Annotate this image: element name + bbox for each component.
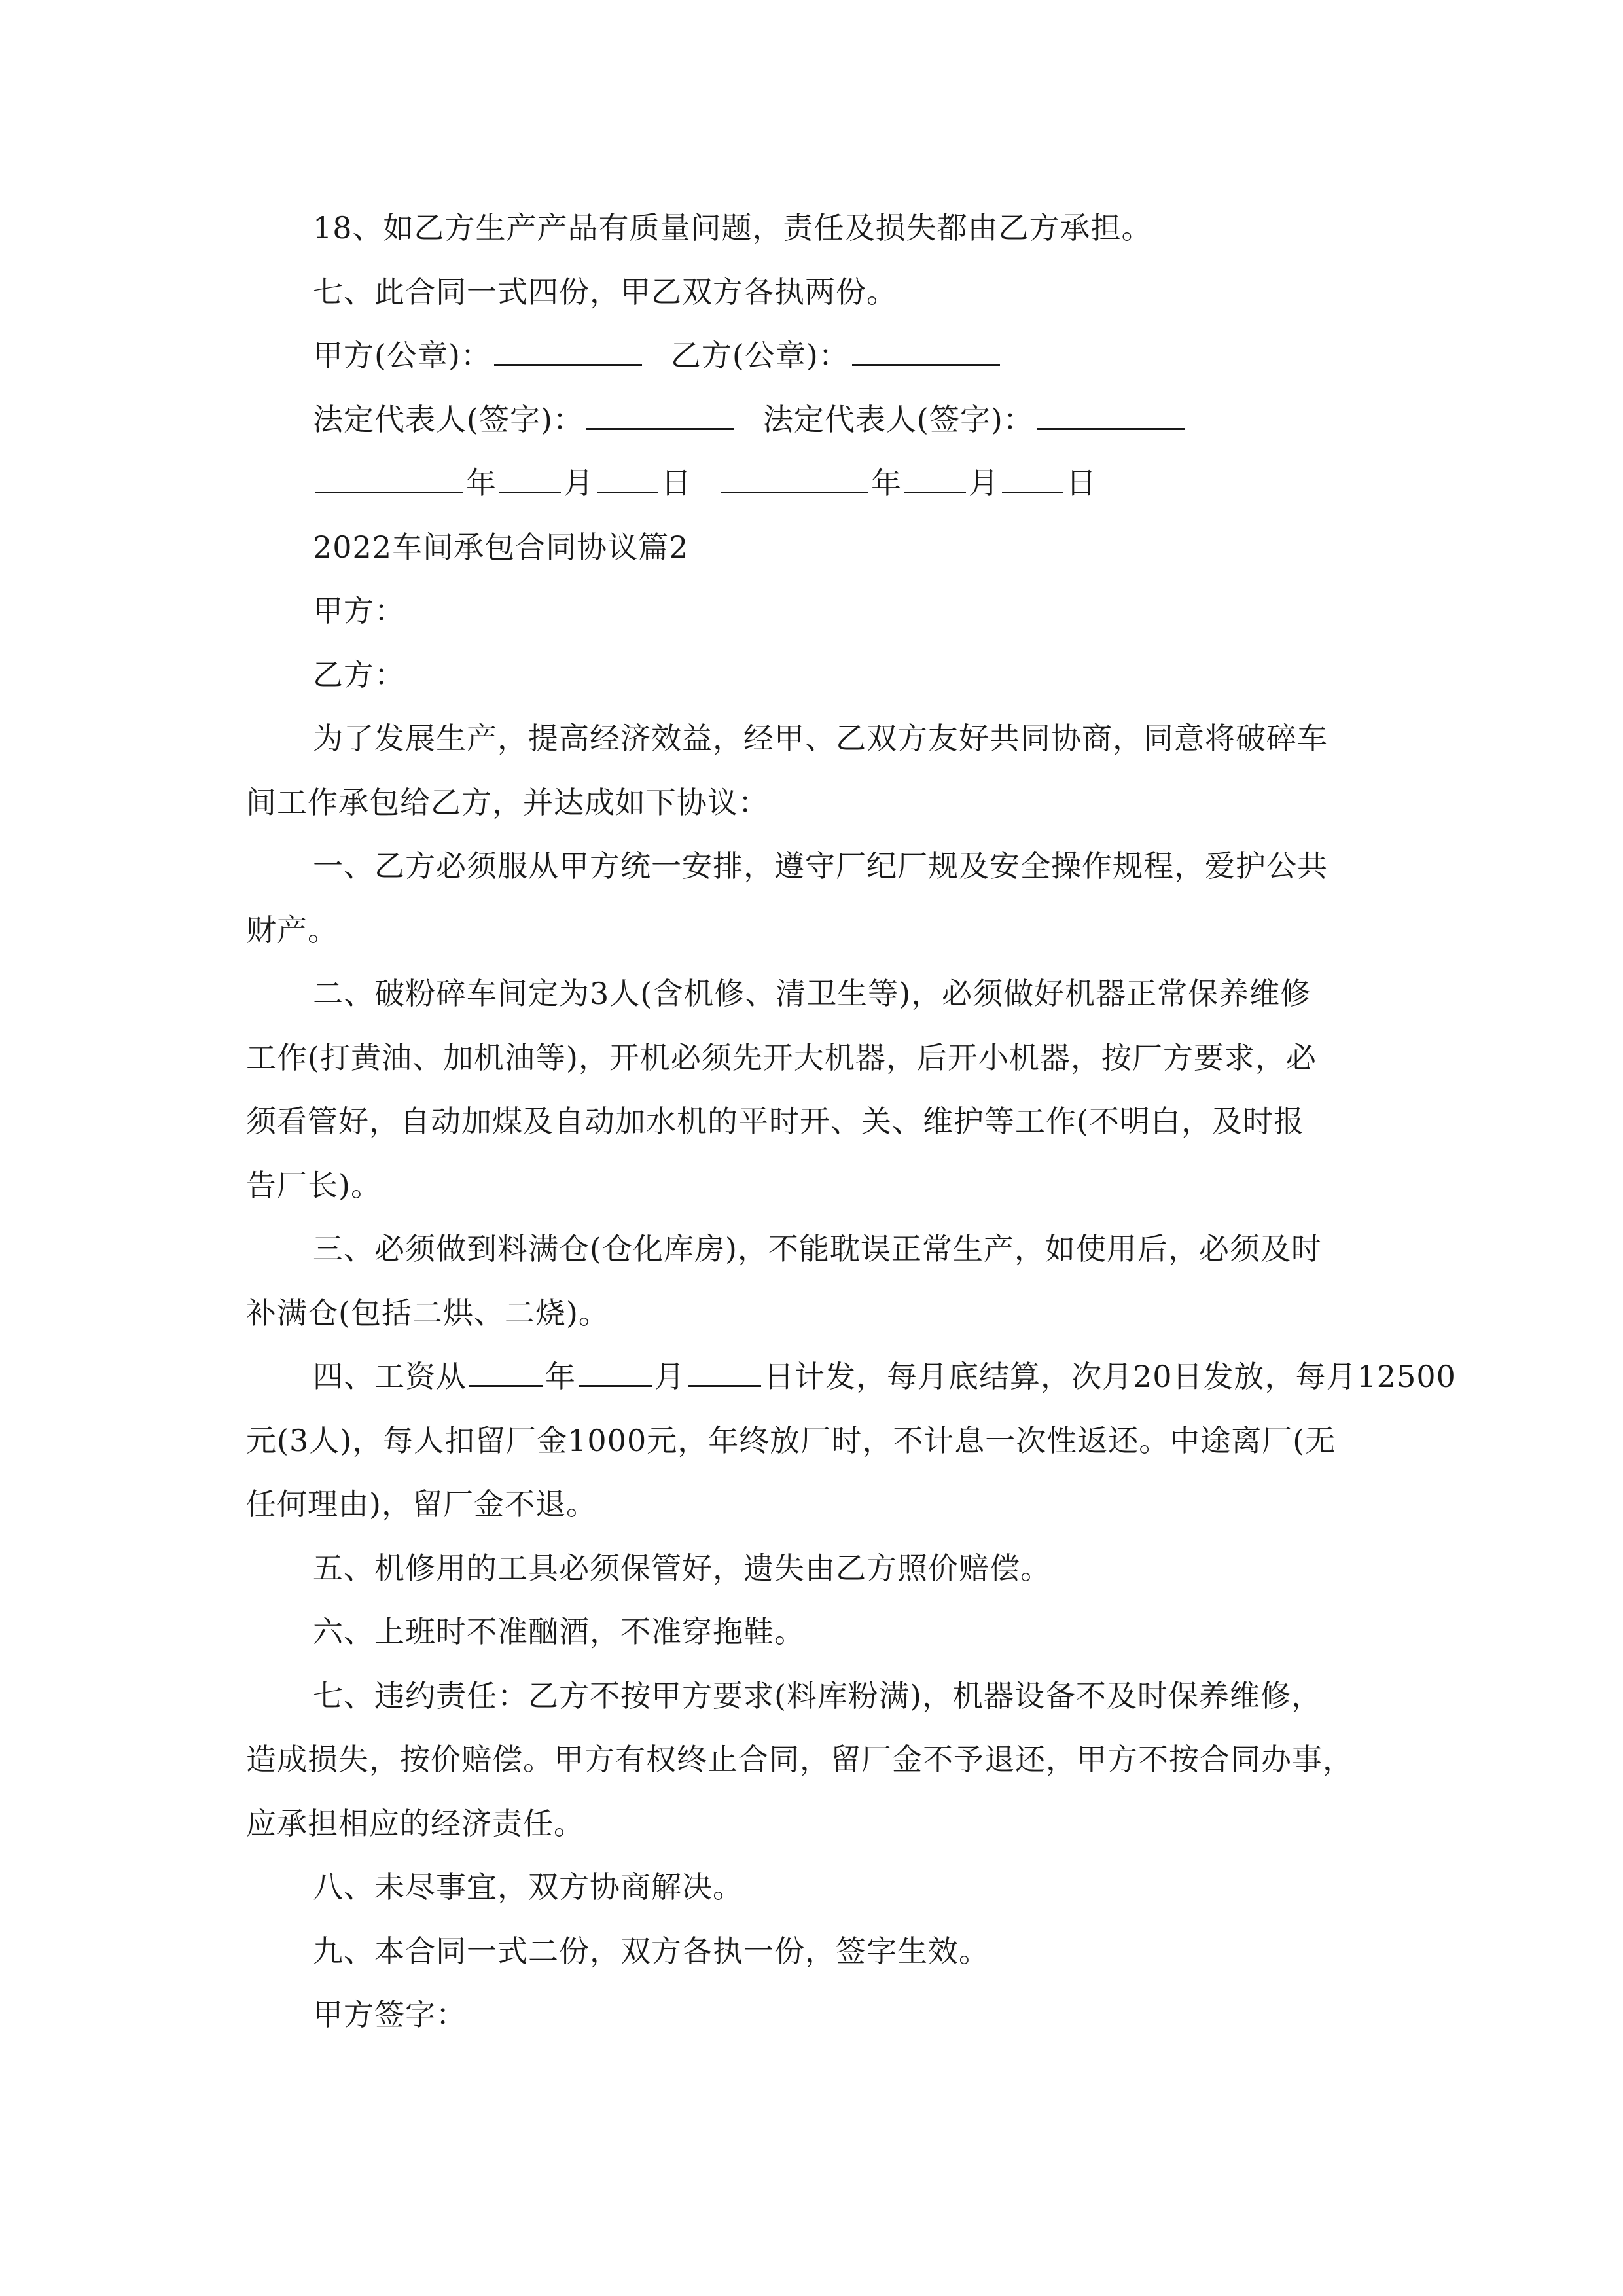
pay-day-blank bbox=[688, 1347, 761, 1387]
party-a-label: 甲方： bbox=[313, 593, 405, 628]
clause-4-cont: 任何理由)，留厂金不退。 bbox=[246, 1486, 597, 1522]
party-a-rep-blank bbox=[586, 390, 734, 430]
party-b-rep-blank bbox=[1037, 390, 1185, 430]
date-a-month-blank bbox=[499, 454, 561, 493]
party-b-seal-blank bbox=[852, 326, 1000, 366]
paragraph-line: 为了发展生产，提高经济效益，经甲、乙双方友好共同协商，同意将破碎车 bbox=[313, 721, 1328, 756]
clause-9: 九、本合同一式二份，双方各执一份，签字生效。 bbox=[313, 1933, 990, 1969]
clause-3: 三、必须做到料满仓(仓化库房)，不能耽误正常生产，如使用后，必须及时 bbox=[313, 1231, 1322, 1266]
date-b-month-blank bbox=[904, 454, 966, 493]
paragraph-line: 间工作承包给乙方，并达成如下协议： bbox=[246, 785, 769, 820]
clause-7-cont: 应承担相应的经济责任。 bbox=[246, 1806, 584, 1841]
clause-1: 一、乙方必须服从甲方统一安排，遵守厂纪厂规及安全操作规程，爱护公共 bbox=[313, 848, 1328, 884]
clause-2-cont: 须看管好，自动加煤及自动加水机的平时开、关、维护等工作(不明白，及时报 bbox=[246, 1103, 1304, 1139]
date-a-year-blank bbox=[315, 454, 463, 493]
party-b-rep-label: 法定代表人(签字)： bbox=[762, 402, 1034, 437]
party-a-rep-label: 法定代表人(签字)： bbox=[313, 402, 584, 437]
clause-18: 18、如乙方生产产品有质量问题，责任及损失都由乙方承担。 bbox=[313, 210, 1152, 245]
clause-8: 八、未尽事宜，双方协商解决。 bbox=[313, 1869, 743, 1905]
date-line: 年 月 日 年 月 日 bbox=[0, 454, 1623, 512]
date-b-year-blank bbox=[721, 454, 868, 493]
pay-year-blank bbox=[469, 1347, 543, 1387]
section-title: 2022车间承包合同协议篇2 bbox=[313, 529, 689, 565]
clause-copies: 七、此合同一式四份，甲乙双方各执两份。 bbox=[313, 274, 897, 310]
date-b-day-blank bbox=[1002, 454, 1063, 493]
clause-7: 七、违约责任：乙方不按甲方要求(料库粉满)，机器设备不及时保养维修， bbox=[313, 1678, 1322, 1713]
clause-3-cont: 补满仓(包括二烘、二烧)。 bbox=[246, 1295, 609, 1331]
date-a-day-blank bbox=[597, 454, 658, 493]
clause-2-cont: 工作(打黄油、加机油等)，开机必须先开大机器，后开小机器，按厂方要求，必 bbox=[246, 1040, 1317, 1075]
clause-1-cont: 财产。 bbox=[246, 912, 338, 948]
clause-4-cont: 元(3人)，每人扣留厂金1000元，年终放厂时，不计息一次性返还。中途离厂(无 bbox=[246, 1423, 1336, 1458]
clause-4: 四、工资从 年 月 日计发，每月底结算，次月20日发放，每月12500 bbox=[0, 1347, 1623, 1406]
clause-6: 六、上班时不准酗酒，不准穿拖鞋。 bbox=[313, 1614, 805, 1649]
clause-7-cont: 造成损失，按价赔偿。甲方有权终止合同，留厂金不予退还，甲方不按合同办事， bbox=[246, 1742, 1353, 1777]
party-a-seal-label: 甲方(公章)： bbox=[313, 338, 491, 373]
representative-line bbox=[0, 390, 1623, 449]
party-a-seal-blank bbox=[494, 326, 642, 366]
seal-line bbox=[0, 326, 1623, 385]
party-b-label: 乙方： bbox=[313, 657, 405, 692]
clause-2: 二、破粉碎车间定为3人(含机修、清卫生等)，必须做好机器正常保养维修 bbox=[313, 976, 1311, 1011]
pay-month-blank bbox=[579, 1347, 652, 1387]
party-a-signature-label: 甲方签字： bbox=[313, 1997, 467, 2032]
clause-5: 五、机修用的工具必须保管好，遗失由乙方照价赔偿。 bbox=[313, 1551, 1051, 1586]
clause-2-cont: 告厂长)。 bbox=[246, 1168, 382, 1203]
party-b-seal-label: 乙方(公章)： bbox=[670, 338, 849, 373]
